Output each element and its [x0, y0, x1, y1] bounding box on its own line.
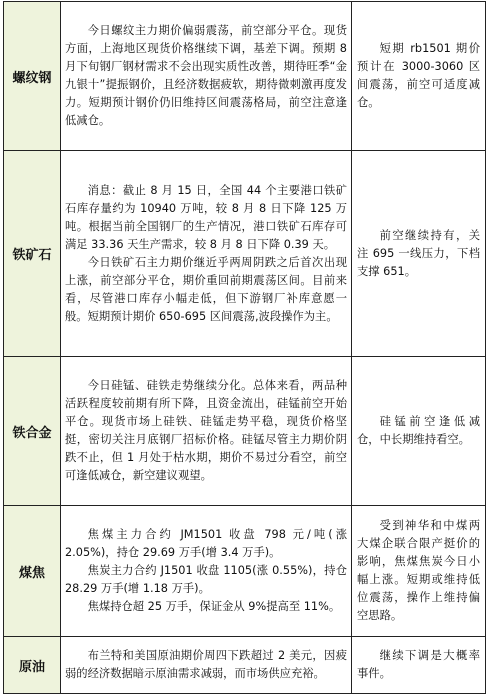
row-analysis	[61, 151, 352, 357]
analysis-paragraph: 焦炭主力合约 J1501 收盘 1105(涨 0.55%)，持仓 28.29 万手(增 1.18 万手)。	[65, 564, 347, 595]
row-name-coking-coal: 煤焦	[4, 506, 61, 637]
row-analysis	[61, 2, 352, 151]
row-view	[352, 506, 486, 637]
row-view	[352, 2, 486, 151]
analysis-paragraph: 布兰特和美国原油期价周四下跌超过 2 美元，因疲弱的经济数据暗示原油需求减弱，而市场供应充裕。	[65, 649, 347, 680]
analysis-paragraph: 今日螺纹主力期价偏弱震荡，前空部分平仓。现货方面，上海地区现货价格继续下调，基差下调。预期 8 月下旬钢厂钢材需求不会出现实质性改善，期待旺季“金九银十”提振钢价，且经济数据疲软，期待微刺激再度发力。短期预计钢价仍旧维持区间震荡格局，前空注意逢低减仓。	[65, 24, 347, 127]
row-name-rebar: 螺纹钢	[4, 2, 61, 151]
view-paragraph: 硅锰前空逢低减仓，中长期维持看空。	[357, 415, 480, 446]
analysis-paragraph: 今日硅锰、硅铁走势继续分化。总体来看，两品种活跃程度较前期有所下降，且资金流出，硅锰前空开始平仓。现货市场上硅铁、硅锰走势平稳，现货价格坚挺，密切关注月底钢厂招标价格。硅锰尽管主力期价阴跌不止，但 1 月处于枯水期，期价不易过分看空，前空可逢低减仓，新空建议观望。	[65, 379, 347, 482]
row-name-crude-oil: 原油	[4, 637, 61, 694]
view-paragraph: 继续下调是大概率事件。	[357, 649, 480, 680]
table-row	[4, 2, 486, 151]
analysis-paragraph: 焦煤主力合约 JM1501 收盘 798 元/吨(涨 2.05%)，持仓 29.69 万手(增 3.4 万手)。	[65, 528, 347, 559]
row-analysis	[61, 637, 352, 694]
view-paragraph: 短期 rb1501 期价预计在 3000-3060 区间震荡，前空可适度减仓。	[357, 42, 480, 109]
row-analysis	[61, 357, 352, 506]
analysis-paragraph: 焦煤持仓超 25 万手，保证金从 9%提高至 11%。	[87, 600, 341, 613]
view-paragraph: 前空继续持有，关注 695 一线压力，下档支撑 651。	[357, 228, 480, 278]
row-view	[352, 357, 486, 506]
row-view	[352, 151, 486, 357]
table-row	[4, 151, 486, 357]
analysis-paragraph: 消息：截止 8 月 15 日，全国 44 个主要港口铁矿石库存量约为 10940 万吨，较 8 月 8 日下降 125 万吨。根据当前全国钢厂的生产情况，港口铁矿石库存可满足 33.36 天生产需求，较 8 月 8 日下降 0.39 天。	[65, 183, 347, 251]
row-view	[352, 637, 486, 694]
commodity-table	[3, 1, 486, 694]
view-paragraph: 受到神华和中煤两大煤企联合限产挺价的影响，焦煤焦炭今日小幅上涨。短期或维持低位震荡，操作上维持偏空思路。	[357, 519, 480, 622]
analysis-paragraph: 今日铁矿石主力期价继近乎两周阴跌之后首次出现上涨，前空部分平仓，期价重回前期震荡区间。目前来看，尽管港口库存小幅走低，但下游钢厂补库意愿一般。短期预计期价 650-695 区间震荡,波段操作为主。	[65, 255, 347, 323]
row-name-iron-ore: 铁矿石	[4, 151, 61, 357]
table-row	[4, 637, 486, 694]
table-row	[4, 506, 486, 637]
row-name-ferroalloy: 铁合金	[4, 357, 61, 506]
table-row	[4, 357, 486, 506]
row-analysis	[61, 506, 352, 637]
